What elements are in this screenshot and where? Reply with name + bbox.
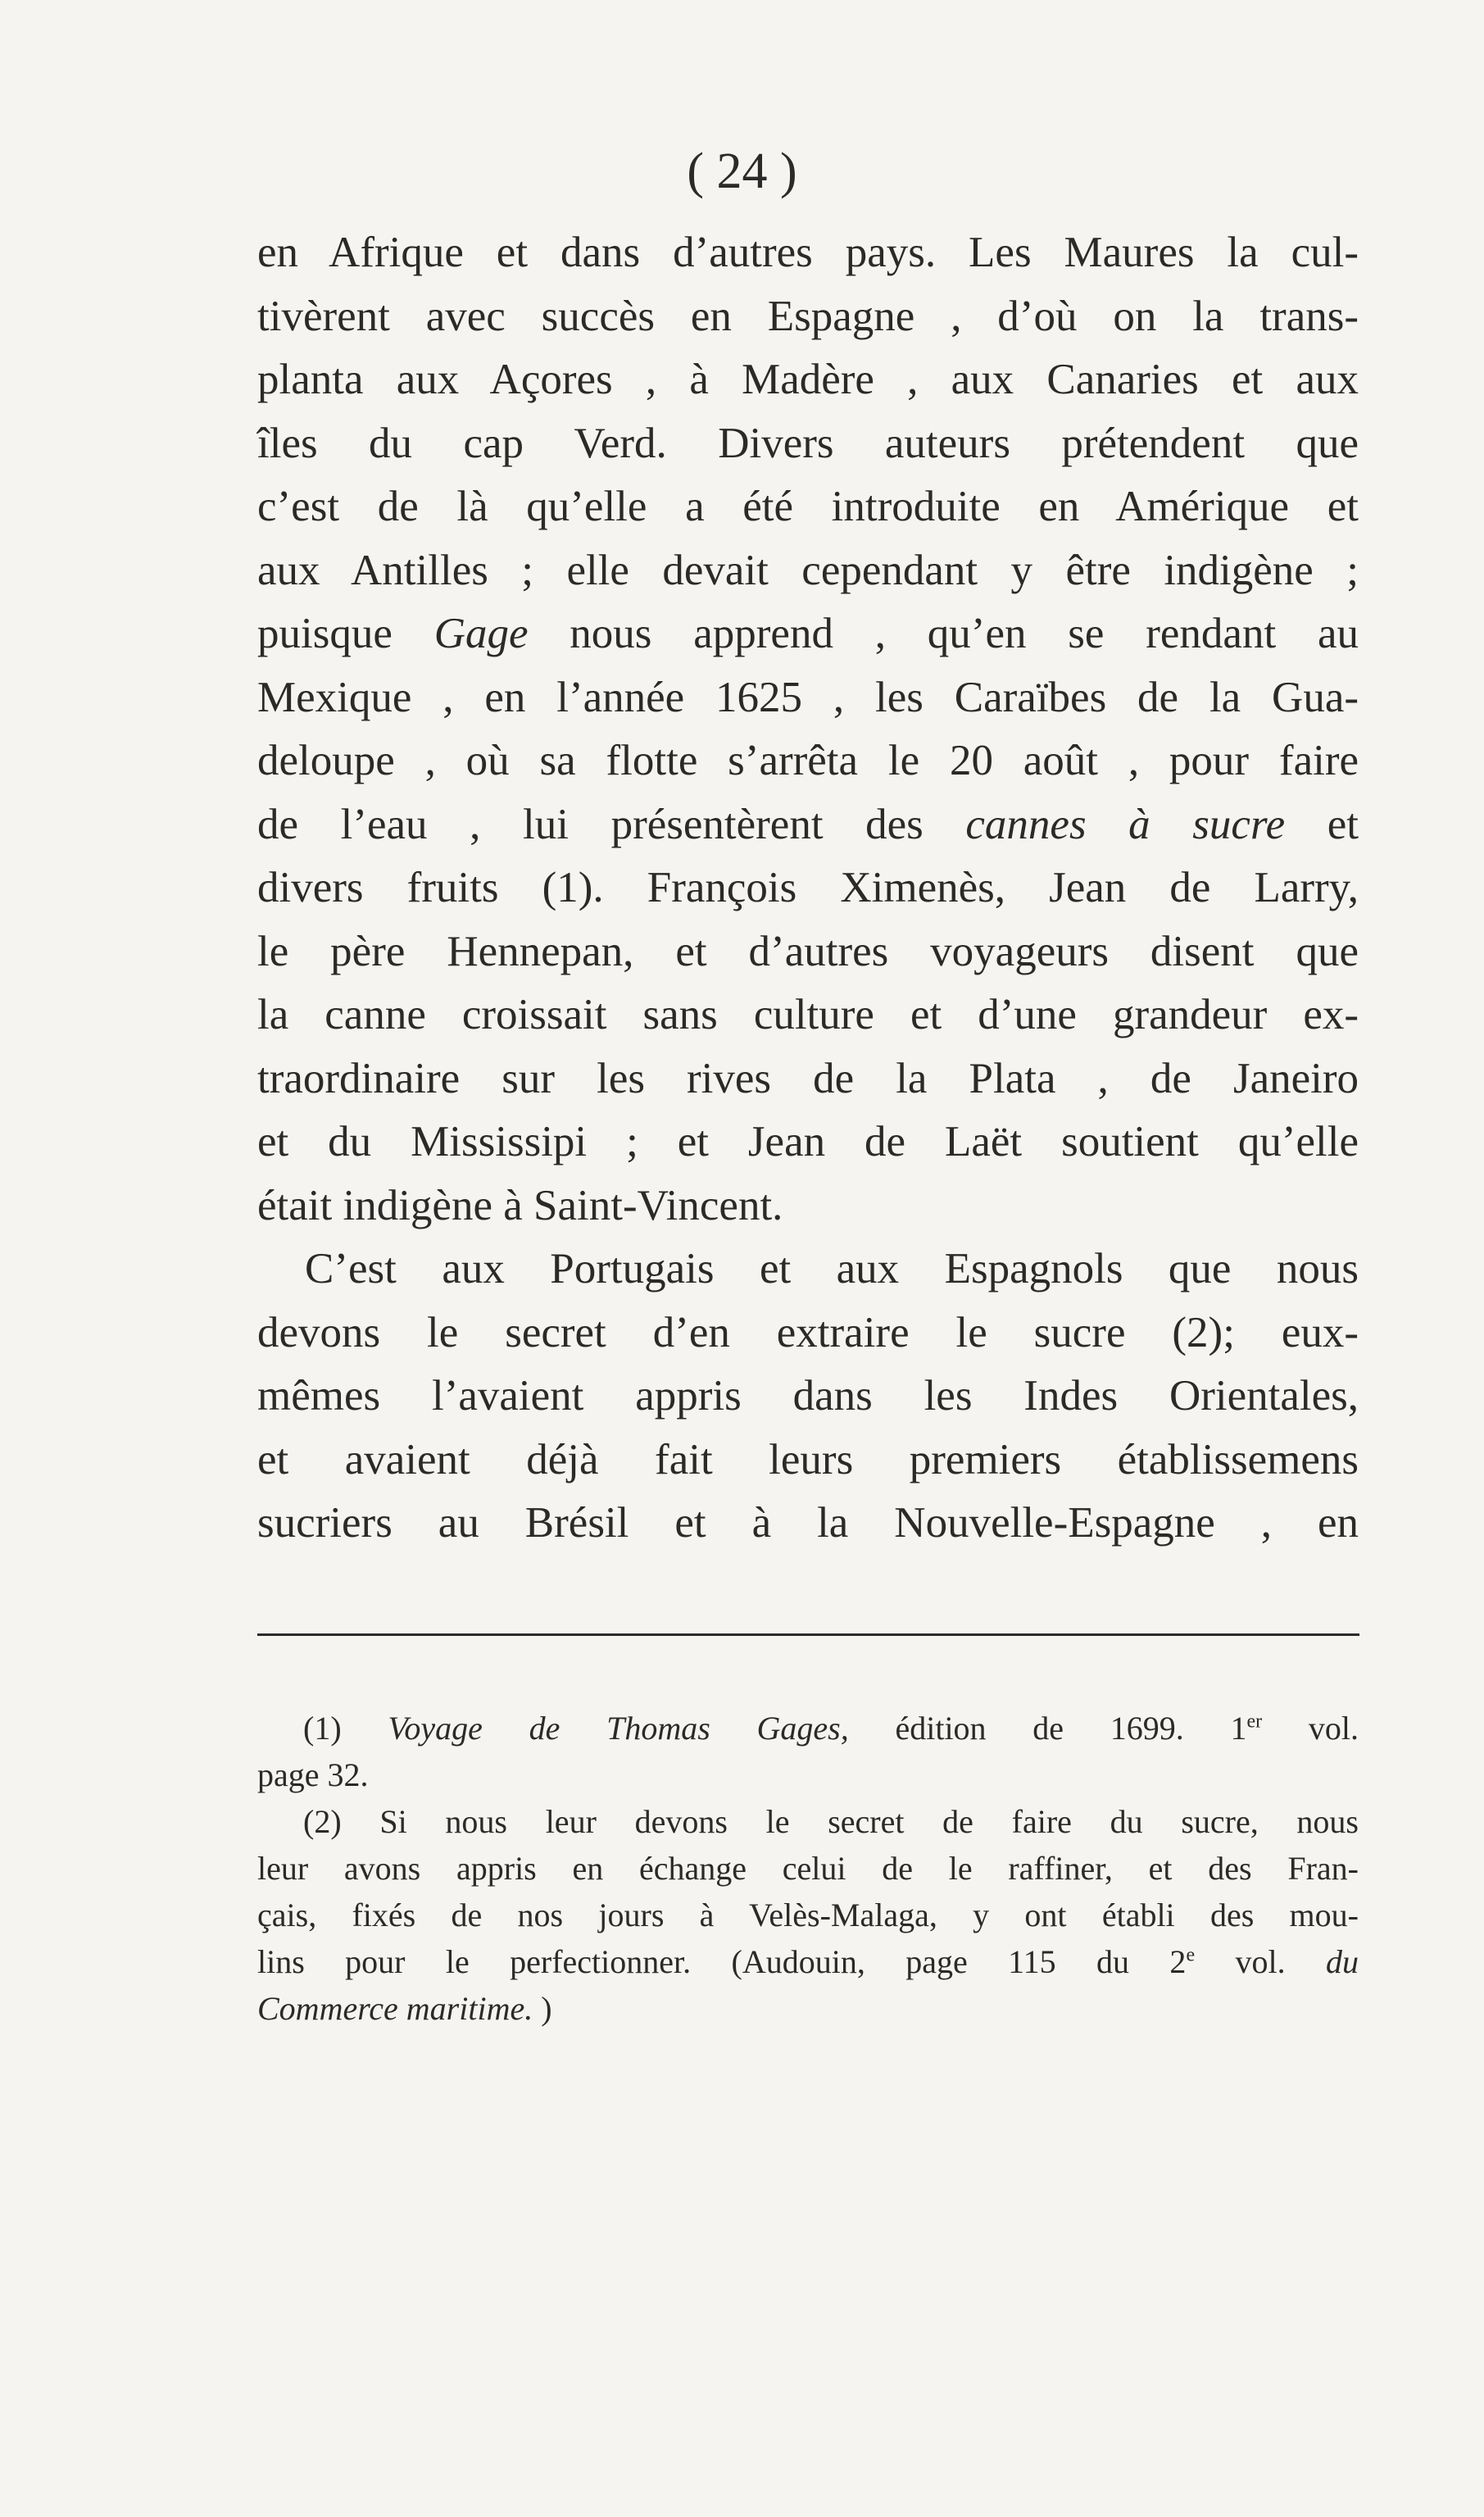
text-line: tivèrent avec succès en Espagne , d’où on la trans- xyxy=(257,292,1359,340)
italic-title: du xyxy=(1326,1943,1359,1980)
text-line: mêmes l’avaient appris dans les Indes Orientales, xyxy=(257,1372,1359,1420)
text-line: îles du cap Verd. Divers auteurs prétendent que xyxy=(257,419,1359,467)
text-run: édition de 1699. 1 xyxy=(848,1710,1247,1747)
superscript: e xyxy=(1186,1944,1196,1966)
text-line: et du Mississipi ; et Jean de Laët soutient qu’elle xyxy=(257,1118,1359,1165)
footnote-marker: (1) xyxy=(303,1710,342,1747)
footnote-1-line xyxy=(257,1705,1359,1751)
text-line: en Afrique et dans d’autres pays. Les Maures la cul- xyxy=(257,229,1359,276)
text-run: puisque xyxy=(257,610,434,657)
page-number: ( 24 ) xyxy=(687,143,797,199)
text-line: devons le secret d’en extraire le sucre (2); eux- xyxy=(257,1308,1359,1356)
text-line: sucriers au Brésil et à la Nouvelle-Espagne , en xyxy=(257,1499,1359,1547)
text-line: et avaient déjà fait leurs premiers établissemens xyxy=(257,1435,1359,1483)
italic-phrase: cannes à sucre xyxy=(965,800,1286,848)
text-line: le père Hennepan, et d’autres voyageurs disent que xyxy=(257,927,1359,975)
text-line: Mexique , en l’année 1625 , les Caraïbes de la Gua- xyxy=(257,673,1359,721)
text-run: nous apprend , qu’en se rendant au xyxy=(528,610,1359,657)
main-text xyxy=(257,221,1359,1556)
text-line: deloupe , où sa flotte s’arrêta le 20 août , pour faire xyxy=(257,737,1359,784)
footnote-2-line xyxy=(257,1985,1359,2032)
text-line: planta aux Açores , à Madère , aux Canaries et aux xyxy=(257,356,1359,403)
text-line xyxy=(257,602,1359,666)
footnotes xyxy=(257,1705,1359,2032)
italic-title: Commerce maritime. xyxy=(257,1990,533,2027)
footnote-2-line: leur avons appris en échange celui de le raffiner, et des Fran- xyxy=(257,1850,1359,1887)
italic-title: Voyage de Thomas Gages, xyxy=(388,1710,849,1747)
text-line xyxy=(257,793,1359,857)
footnote-2-line: (2) Si nous leur devons le secret de faire du sucre, nous xyxy=(303,1803,1359,1840)
text-run: ) xyxy=(533,1990,552,2027)
footnote-2-line xyxy=(257,1938,1359,1985)
text-line: aux Antilles ; elle devait cependant y être indigène ; xyxy=(257,546,1359,594)
text-run: lins pour le perfectionner. (Audouin, page 115 du 2 xyxy=(257,1943,1187,1980)
text-line: traordinaire sur les rives de la Plata , de Janeiro xyxy=(257,1054,1359,1102)
text-run: de l’eau , lui présentèrent des xyxy=(257,800,966,848)
italic-name: Gage xyxy=(433,610,529,657)
footnote-1-line: page 32. xyxy=(257,1756,369,1793)
superscript: er xyxy=(1246,1711,1263,1733)
paragraph-start-line: C’est aux Portugais et aux Espagnols que nous xyxy=(305,1245,1359,1293)
footnote-2-line: çais, fixés de nos jours à Velès-Malaga, y ont établi des mou- xyxy=(257,1897,1359,1933)
text-run: vol. xyxy=(1262,1710,1359,1747)
footnote-rule xyxy=(257,1633,1359,1636)
text-line: était indigène à Saint-Vincent. xyxy=(257,1181,783,1229)
text-line: la canne croissait sans culture et d’une grandeur ex- xyxy=(257,991,1359,1038)
text-run: et xyxy=(1285,800,1359,848)
text-run: vol. xyxy=(1195,1943,1326,1980)
text-line: c’est de là qu’elle a été introduite en Amérique et xyxy=(257,483,1359,530)
text-line: divers fruits (1). François Ximenès, Jean de Larry, xyxy=(257,864,1359,911)
